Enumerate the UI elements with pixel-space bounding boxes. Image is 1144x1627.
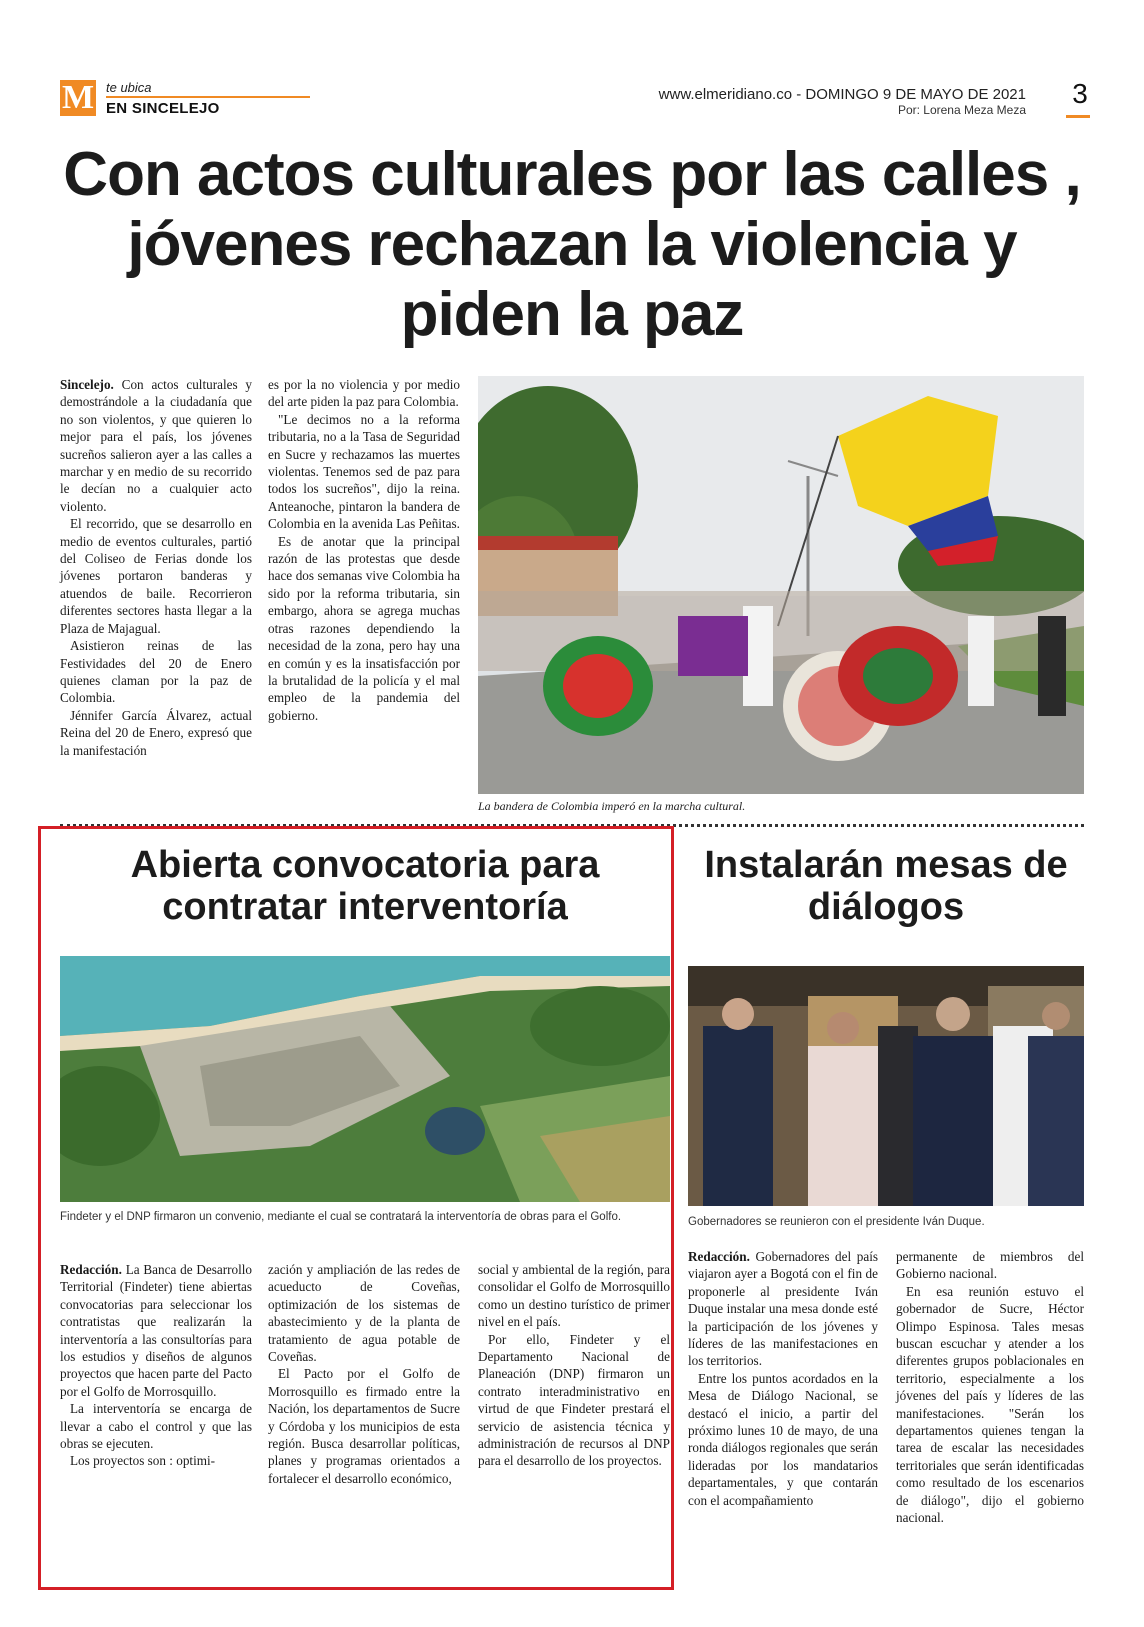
main-story-column-1 xyxy=(60,376,252,759)
paragraph: La Banca de Desarrollo Territorial (Findeter) tiene abiertas convocatorias para seleccionar los contratistas que realizarán la interventoría a las consultorías para los estudios y diseños de algunos proyectos que hacen parte del Pacto por el Golfo de Morrosquillo. xyxy=(60,1262,252,1399)
byline: Por: Lorena Meza Meza xyxy=(897,103,1026,117)
main-story-lead: Sincelejo. xyxy=(60,377,114,392)
governors-photo-illustration xyxy=(688,966,1084,1206)
march-photo xyxy=(478,376,1084,794)
paragraph: Con actos culturales y demostrándole a la ciudadanía que no son violentos, y que quieren lo mejor para el país, los jóvenes sucreños salieron ayer a las calles a marchar y en medio de su recorrido le decían no a cualquier acto violento. xyxy=(60,377,253,514)
march-photo-caption: La bandera de Colombia imperó en la marcha cultural. xyxy=(478,799,746,813)
paragraph: Gobernadores del país viajaron ayer a Bogotá con el fin de proponerle al presidente Iván Duque instalar una mesa donde esté la participación de los jóvenes y líderes de las manifestaciones en los territorios. xyxy=(688,1249,878,1369)
story-two-headline: Abierta convocatoria para contratar interventoría xyxy=(130,844,600,928)
paragraph: es por la no violencia y por medio del arte piden la paz para Colombia. xyxy=(268,377,460,410)
story-three-lead: Redacción. xyxy=(688,1249,750,1264)
aerial-photo-illustration xyxy=(60,956,670,1202)
paragraph: Jénnifer García Álvarez, actual Reina del 20 de Enero, expresó que la manifestación xyxy=(60,707,252,758)
story-two-column-1 xyxy=(60,1261,252,1470)
header-rule xyxy=(106,96,310,98)
newspaper-logo: M xyxy=(61,79,95,116)
section-kicker: te ubica xyxy=(106,80,152,95)
paragraph: social y ambiental de la región, para consolidar el Golfo de Morrosquillo como un destino turístico de primer nivel en el país. xyxy=(478,1262,670,1330)
story-two-column-2 xyxy=(268,1261,460,1487)
paragraph: La interventoría se encarga de llevar a cabo el control y que las obras se ejecuten. xyxy=(60,1401,252,1452)
paragraph: "Le decimos no a la reforma tributaria, no a la Tasa de Seguridad en Sucre y rechazamos las muertes violentas. Tenemos sed de paz para todos los sucreños", dijo la reina. Anteanoche, pintaron la bandera de Colombia en la avenida Las Peñitas. xyxy=(268,411,460,532)
main-story-column-2 xyxy=(268,376,460,724)
aerial-photo xyxy=(60,956,670,1202)
story-three-column-1 xyxy=(688,1248,878,1509)
governors-photo xyxy=(688,966,1084,1206)
paragraph: En esa reunión estuvo el gobernador de Sucre, Héctor Olimpo Espinosa. Tales mesas buscan escuchar y atender a los diferentes grupos poblacionales en territorio, especialmente a los jóvenes del país y líderes de las manifestaciones. "Serán los departamentos quienes tengan la tarea de escalar las necesidades territoriales que serán identificadas como resultado de los escenarios de diálogo", dijo el gobierno nacional. xyxy=(896,1283,1084,1526)
dateline[interactable]: www.elmeridiano.co - DOMINGO 9 DE MAYO DE 2021 xyxy=(658,86,1026,103)
paragraph: El recorrido, que se desarrollo en medio de eventos culturales, partió del Coliseo de Ferias donde los jóvenes portaron banderas y atuendos de baile. Recorrieron diferentes sectores hasta llegar a la Plaza de Majagual. xyxy=(60,516,252,636)
paragraph: Entre los puntos acordados en la Mesa de Diálogo Nacional, se destacó el inicio, a partir del próximo lunes 10 de mayo, de una ronda diálogos regionales que serán lideradas por los mandatarios departamentales, y que contarán con el acompañamiento xyxy=(688,1370,878,1508)
page-number: 3 xyxy=(1072,78,1088,109)
paragraph: Por ello, Findeter y el Departamento Nacional de Planeación (DNP) firmaron un contrato interadministrativo en virtud de que Findeter prestará el servicio de asistencia técnica y administración de recursos al DNP para el desarrollo de los proyectos. xyxy=(478,1331,670,1469)
story-two-lead: Redacción. xyxy=(60,1262,122,1277)
march-photo-illustration xyxy=(478,376,1084,794)
paragraph: Los proyectos son : optimi- xyxy=(70,1453,216,1469)
paragraph: zación y ampliación de las redes de acueducto de Coveñas, optimización de los sistemas de abastecimiento y de la planta de tratamiento de agua potable de Coveñas. xyxy=(268,1262,460,1365)
paragraph: permanente de miembros del Gobierno nacional. xyxy=(896,1249,1084,1282)
page-number-underline xyxy=(1066,115,1090,118)
story-three-headline: Instalarán mesas de diálogos xyxy=(704,844,1068,928)
governors-photo-caption: Gobernadores se reunieron con el presidente Iván Duque. xyxy=(688,1216,985,1228)
section-name: EN SINCELEJO xyxy=(106,100,220,117)
paragraph: Asistieron reinas de las Festividades del 20 de Enero quienes claman por la paz de Colombia. xyxy=(60,638,252,706)
paragraph: El Pacto por el Golfo de Morrosquillo es firmado entre la Nación, los departamentos de Sucre y Córdoba y los municipios de esta región. Busca desarrollar políticas, planes y programas orientados a fortalecer el desarrollo económico, xyxy=(268,1366,460,1486)
paragraph: Es de anotar que la principal razón de las protestas que desde hace dos semanas vive Colombia ha sido por la reforma tributaria, sin embargo, ahora se agrega muchas otras razones dependiendo la necesidad de la zona, pero hay una en común y es la insatisfacción por la brutalidad de la policía y el mal empleo de la pandemia del gobierno. xyxy=(268,533,460,723)
main-headline: Con actos culturales por las calles , jóvenes rechazan la violencia y piden la paz xyxy=(63,140,1081,349)
story-two-column-3 xyxy=(478,1261,670,1470)
aerial-photo-caption: Findeter y el DNP firmaron un convenio, mediante el cual se contratará la interventoría de obras para el Golfo. xyxy=(60,1211,622,1223)
story-three-column-2 xyxy=(896,1248,1084,1527)
